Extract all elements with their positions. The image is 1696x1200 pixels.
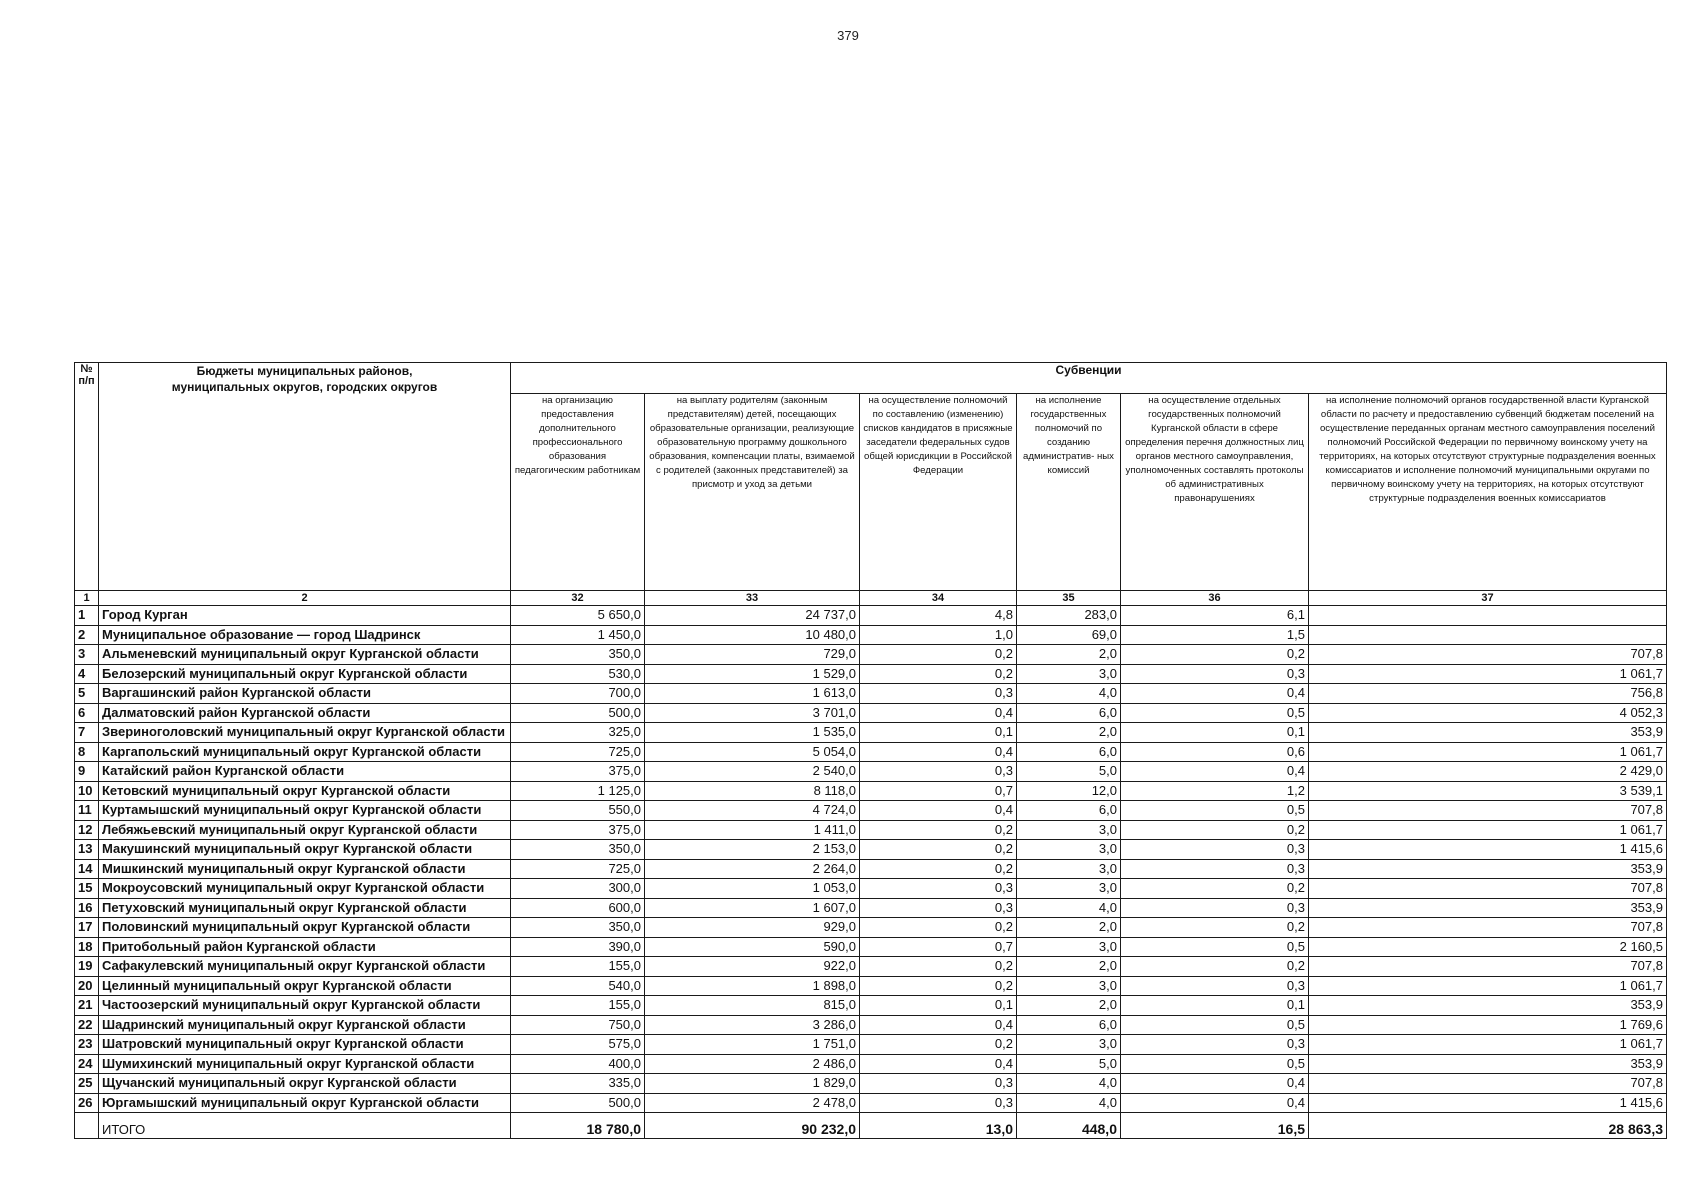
municipality-name: Шумихинский муниципальный округ Курганской области <box>99 1054 511 1074</box>
table-row <box>75 762 1667 782</box>
subvention-value: 353,9 <box>1309 859 1667 879</box>
municipality-name: Далматовский район Курганской области <box>99 703 511 723</box>
subvention-value: 390,0 <box>511 937 645 957</box>
subvention-value: 707,8 <box>1309 801 1667 821</box>
header-col-35: на исполнение государственных полномочий по созданию административ- ных комиссий <box>1017 394 1121 591</box>
subvention-value: 2,0 <box>1017 723 1121 743</box>
subvention-value: 3,0 <box>1017 976 1121 996</box>
subvention-value: 707,8 <box>1309 645 1667 665</box>
table-row <box>75 625 1667 645</box>
subvention-value: 707,8 <box>1309 957 1667 977</box>
total-value: 18 780,0 <box>511 1113 645 1139</box>
table-row <box>75 840 1667 860</box>
row-index: 12 <box>75 820 99 840</box>
row-index: 13 <box>75 840 99 860</box>
municipality-name: Куртамышский муниципальный округ Курганской области <box>99 801 511 821</box>
municipality-name: Макушинский муниципальный округ Курганской области <box>99 840 511 860</box>
subvention-value: 1 450,0 <box>511 625 645 645</box>
table-row <box>75 957 1667 977</box>
subvention-value: 350,0 <box>511 918 645 938</box>
header-number: № п/п <box>75 363 99 591</box>
total-value: 90 232,0 <box>645 1113 860 1139</box>
column-number: 32 <box>511 591 645 606</box>
subvention-value: 353,9 <box>1309 996 1667 1016</box>
row-index: 23 <box>75 1035 99 1055</box>
table-row <box>75 703 1667 723</box>
subvention-value: 1 053,0 <box>645 879 860 899</box>
municipality-name: Катайский район Курганской области <box>99 762 511 782</box>
row-index: 10 <box>75 781 99 801</box>
subvention-value: 400,0 <box>511 1054 645 1074</box>
total-row <box>75 1113 1667 1139</box>
header-col-32: на организацию предоставления дополнительного профессионального образования педагогическим работникам <box>511 394 645 591</box>
row-index: 14 <box>75 859 99 879</box>
subvention-value: 1 829,0 <box>645 1074 860 1094</box>
table-row <box>75 1074 1667 1094</box>
row-index: 19 <box>75 957 99 977</box>
subvention-value: 815,0 <box>645 996 860 1016</box>
subvention-value: 353,9 <box>1309 898 1667 918</box>
row-index: 26 <box>75 1093 99 1113</box>
subvention-value: 0,4 <box>860 1054 1017 1074</box>
row-index: 11 <box>75 801 99 821</box>
subvention-value: 6,0 <box>1017 1015 1121 1035</box>
table-row <box>75 918 1667 938</box>
subvention-value: 0,1 <box>860 723 1017 743</box>
column-number: 35 <box>1017 591 1121 606</box>
subvention-value: 0,2 <box>860 918 1017 938</box>
row-index: 7 <box>75 723 99 743</box>
subvention-value: 0,4 <box>860 742 1017 762</box>
subvention-value: 0,3 <box>860 762 1017 782</box>
subvention-value: 0,3 <box>1121 1035 1309 1055</box>
subvention-value: 600,0 <box>511 898 645 918</box>
column-number: 36 <box>1121 591 1309 606</box>
subvention-value: 0,4 <box>860 801 1017 821</box>
subvention-value: 0,2 <box>860 840 1017 860</box>
subvention-value: 0,3 <box>1121 840 1309 860</box>
table-row <box>75 742 1667 762</box>
table-row <box>75 859 1667 879</box>
subvention-value: 4 052,3 <box>1309 703 1667 723</box>
page-number: 379 <box>837 28 859 43</box>
header-budget-name: Бюджеты муниципальных районов, муниципальных округов, городских округов <box>99 363 511 591</box>
subvention-value: 350,0 <box>511 840 645 860</box>
subvention-value: 1 898,0 <box>645 976 860 996</box>
subvention-value: 6,1 <box>1121 606 1309 626</box>
subvention-value: 0,3 <box>1121 859 1309 879</box>
subvention-value: 300,0 <box>511 879 645 899</box>
municipality-name: Белозерский муниципальный округ Курганской области <box>99 664 511 684</box>
table-row <box>75 606 1667 626</box>
row-index: 18 <box>75 937 99 957</box>
subvention-value: 2,0 <box>1017 918 1121 938</box>
subvention-value: 375,0 <box>511 762 645 782</box>
subvention-value: 5 650,0 <box>511 606 645 626</box>
subvention-value: 1 607,0 <box>645 898 860 918</box>
total-label: ИТОГО <box>99 1113 511 1139</box>
subvention-value: 1 411,0 <box>645 820 860 840</box>
column-number: 2 <box>99 591 511 606</box>
subvention-value: 155,0 <box>511 996 645 1016</box>
row-index: 2 <box>75 625 99 645</box>
subvention-value: 0,1 <box>1121 996 1309 1016</box>
municipality-name: Петуховский муниципальный округ Курганской области <box>99 898 511 918</box>
subvention-value: 0,5 <box>1121 801 1309 821</box>
subvention-value: 4,0 <box>1017 898 1121 918</box>
municipality-name: Звериноголовский муниципальный округ Курганской области <box>99 723 511 743</box>
total-value: 13,0 <box>860 1113 1017 1139</box>
subvention-value: 0,3 <box>860 1074 1017 1094</box>
subvention-value: 0,2 <box>860 976 1017 996</box>
municipality-name: Кетовский муниципальный округ Курганской области <box>99 781 511 801</box>
row-index: 8 <box>75 742 99 762</box>
subvention-value: 2 264,0 <box>645 859 860 879</box>
table-row <box>75 645 1667 665</box>
subvention-value: 1,0 <box>860 625 1017 645</box>
column-number: 34 <box>860 591 1017 606</box>
subvention-value: 3,0 <box>1017 937 1121 957</box>
subvention-value: 1 769,6 <box>1309 1015 1667 1035</box>
subvention-value: 5 054,0 <box>645 742 860 762</box>
subvention-value: 8 118,0 <box>645 781 860 801</box>
municipality-name: Каргапольский муниципальный округ Курганской области <box>99 742 511 762</box>
subvention-value: 6,0 <box>1017 801 1121 821</box>
subvention-value: 0,4 <box>1121 1093 1309 1113</box>
subvention-value: 353,9 <box>1309 723 1667 743</box>
subvention-value: 1 061,7 <box>1309 976 1667 996</box>
table-row <box>75 1035 1667 1055</box>
subvention-value: 0,2 <box>860 820 1017 840</box>
subvention-value: 0,4 <box>1121 684 1309 704</box>
subvention-value: 2 153,0 <box>645 840 860 860</box>
subvention-value <box>1309 606 1667 626</box>
subvention-value: 700,0 <box>511 684 645 704</box>
table-row <box>75 723 1667 743</box>
subvention-value: 6,0 <box>1017 703 1121 723</box>
municipality-name: Юргамышский муниципальный округ Курганской области <box>99 1093 511 1113</box>
header-col-33: на выплату родителям (законным представителям) детей, посещающих образовательные организации, реализующие образовательную программу дошкольного образования, компенсации платы, взимаемой с родителей (законных представителей) за присмотр и уход за детьми <box>645 394 860 591</box>
subvention-value: 1 613,0 <box>645 684 860 704</box>
row-index: 16 <box>75 898 99 918</box>
row-index: 3 <box>75 645 99 665</box>
row-index: 1 <box>75 606 99 626</box>
municipality-name: Альменевский муниципальный округ Курганской области <box>99 645 511 665</box>
municipality-name: Притобольный район Курганской области <box>99 937 511 957</box>
row-index: 9 <box>75 762 99 782</box>
table-row <box>75 879 1667 899</box>
table-row <box>75 781 1667 801</box>
municipality-name: Муниципальное образование — город Шадринск <box>99 625 511 645</box>
subvention-value: 375,0 <box>511 820 645 840</box>
column-number: 37 <box>1309 591 1667 606</box>
subvention-value: 707,8 <box>1309 918 1667 938</box>
header-subventions: Субвенции <box>511 363 1667 394</box>
subvention-value: 3 701,0 <box>645 703 860 723</box>
municipality-name: Целинный муниципальный округ Курганской области <box>99 976 511 996</box>
municipality-name: Шадринский муниципальный округ Курганской области <box>99 1015 511 1035</box>
subvention-value: 5,0 <box>1017 1054 1121 1074</box>
row-index: 15 <box>75 879 99 899</box>
subvention-value: 0,4 <box>1121 1074 1309 1094</box>
subvention-value: 69,0 <box>1017 625 1121 645</box>
subvention-value: 0,5 <box>1121 1015 1309 1035</box>
subvention-value: 0,3 <box>1121 898 1309 918</box>
subvention-value: 4 724,0 <box>645 801 860 821</box>
total-value: 16,5 <box>1121 1113 1309 1139</box>
subvention-value: 0,2 <box>860 859 1017 879</box>
subvention-value: 1 061,7 <box>1309 664 1667 684</box>
subvention-value: 12,0 <box>1017 781 1121 801</box>
municipality-name: Шатровский муниципальный округ Курганской области <box>99 1035 511 1055</box>
subvention-value: 0,7 <box>860 781 1017 801</box>
subvention-value: 325,0 <box>511 723 645 743</box>
total-value: 448,0 <box>1017 1113 1121 1139</box>
row-index: 6 <box>75 703 99 723</box>
subvention-value: 1 061,7 <box>1309 742 1667 762</box>
subvention-value: 0,3 <box>860 879 1017 899</box>
subvention-value: 3,0 <box>1017 820 1121 840</box>
subvention-value: 2 540,0 <box>645 762 860 782</box>
subvention-value: 0,2 <box>860 1035 1017 1055</box>
subvention-value: 0,7 <box>860 937 1017 957</box>
subvention-value: 530,0 <box>511 664 645 684</box>
table-row <box>75 820 1667 840</box>
row-index: 5 <box>75 684 99 704</box>
subvention-value: 3,0 <box>1017 840 1121 860</box>
municipality-name: Щучанский муниципальный округ Курганской области <box>99 1074 511 1094</box>
subvention-value: 0,2 <box>1121 820 1309 840</box>
table-row <box>75 937 1667 957</box>
subvention-value: 540,0 <box>511 976 645 996</box>
subvention-value: 4,0 <box>1017 1093 1121 1113</box>
table-row <box>75 1093 1667 1113</box>
subvention-value: 0,2 <box>860 664 1017 684</box>
subvention-value: 3 539,1 <box>1309 781 1667 801</box>
municipality-name: Город Курган <box>99 606 511 626</box>
subvention-value: 0,3 <box>860 1093 1017 1113</box>
subvention-value: 24 737,0 <box>645 606 860 626</box>
subvention-value: 0,5 <box>1121 1054 1309 1074</box>
subvention-value: 1 415,6 <box>1309 1093 1667 1113</box>
subvention-value: 2,0 <box>1017 957 1121 977</box>
subvention-value: 4,0 <box>1017 684 1121 704</box>
subvention-value: 4,0 <box>1017 1074 1121 1094</box>
row-index: 4 <box>75 664 99 684</box>
municipality-name: Мокроусовский муниципальный округ Курганской области <box>99 879 511 899</box>
header-col-36: на осуществление отдельных государственных полномочий Курганской области в сфере определения перечня должностных лиц органов местного самоуправления, уполномоченных составлять протоколы об административных правонарушениях <box>1121 394 1309 591</box>
subvention-value: 0,4 <box>860 703 1017 723</box>
subvention-value: 0,5 <box>1121 703 1309 723</box>
subvention-value: 283,0 <box>1017 606 1121 626</box>
municipality-name: Частоозерский муниципальный округ Курганской области <box>99 996 511 1016</box>
municipality-name: Лебяжьевский муниципальный округ Курганской области <box>99 820 511 840</box>
subvention-value: 5,0 <box>1017 762 1121 782</box>
row-index: 20 <box>75 976 99 996</box>
subvention-value: 0,4 <box>1121 762 1309 782</box>
subvention-value: 750,0 <box>511 1015 645 1035</box>
subvention-value: 0,6 <box>1121 742 1309 762</box>
subvention-value: 756,8 <box>1309 684 1667 704</box>
subvention-value: 707,8 <box>1309 879 1667 899</box>
subvention-value: 1 415,6 <box>1309 840 1667 860</box>
column-number: 1 <box>75 591 99 606</box>
subvention-value: 0,2 <box>860 645 1017 665</box>
table-row <box>75 801 1667 821</box>
subvention-value <box>1309 625 1667 645</box>
subvention-value: 922,0 <box>645 957 860 977</box>
subvention-value: 1 535,0 <box>645 723 860 743</box>
subvention-value: 1 061,7 <box>1309 1035 1667 1055</box>
subvention-value: 1 529,0 <box>645 664 860 684</box>
subvention-value: 10 480,0 <box>645 625 860 645</box>
row-index: 21 <box>75 996 99 1016</box>
subvention-value: 1 125,0 <box>511 781 645 801</box>
municipality-name: Варгашинский район Курганской области <box>99 684 511 704</box>
subvention-value: 729,0 <box>645 645 860 665</box>
subvention-value: 0,1 <box>1121 723 1309 743</box>
subvention-value: 3 286,0 <box>645 1015 860 1035</box>
subvention-value: 1 751,0 <box>645 1035 860 1055</box>
subvention-value: 2 429,0 <box>1309 762 1667 782</box>
row-index: 22 <box>75 1015 99 1035</box>
subvention-value: 4,8 <box>860 606 1017 626</box>
subvention-value: 3,0 <box>1017 879 1121 899</box>
subvention-value: 3,0 <box>1017 1035 1121 1055</box>
subvention-value: 500,0 <box>511 703 645 723</box>
table-row <box>75 976 1667 996</box>
subvention-value: 0,2 <box>1121 957 1309 977</box>
subvention-value: 353,9 <box>1309 1054 1667 1074</box>
subvention-value: 3,0 <box>1017 859 1121 879</box>
subvention-value: 2 478,0 <box>645 1093 860 1113</box>
subvention-value: 0,2 <box>1121 879 1309 899</box>
subvention-value: 550,0 <box>511 801 645 821</box>
municipality-name: Сафакулевский муниципальный округ Курганской области <box>99 957 511 977</box>
municipality-name: Половинский муниципальный округ Курганской области <box>99 918 511 938</box>
table-row <box>75 1015 1667 1035</box>
subvention-value: 0,4 <box>860 1015 1017 1035</box>
subvention-value: 0,3 <box>860 684 1017 704</box>
total-value: 28 863,3 <box>1309 1113 1667 1139</box>
subvention-value: 1,2 <box>1121 781 1309 801</box>
table-row <box>75 1054 1667 1074</box>
subvention-value: 155,0 <box>511 957 645 977</box>
subvention-value: 590,0 <box>645 937 860 957</box>
subvention-value: 0,5 <box>1121 937 1309 957</box>
subventions-table <box>74 362 1667 1139</box>
total-index <box>75 1113 99 1139</box>
subvention-value: 575,0 <box>511 1035 645 1055</box>
table-row <box>75 684 1667 704</box>
subvention-value: 707,8 <box>1309 1074 1667 1094</box>
subvention-value: 350,0 <box>511 645 645 665</box>
subvention-value: 0,3 <box>860 898 1017 918</box>
municipality-name: Мишкинский муниципальный округ Курганской области <box>99 859 511 879</box>
subvention-value: 335,0 <box>511 1074 645 1094</box>
subvention-value: 0,2 <box>860 957 1017 977</box>
header-col-37: на исполнение полномочий органов государственной власти Курганской области по расчету и предоставлению субвенций бюджетам поселений на осуществление переданных органам местного самоуправления поселений полномочий Российской Федерации по первичному воинскому учету на территориях, на которых отсутствуют структурные подразделения военных комиссариатов и исполнение полномочий муниципальными округами по первичному воинскому учету на территориях, на которых отсутствуют структурные подразделения военных комиссариатов <box>1309 394 1667 591</box>
subvention-value: 2 486,0 <box>645 1054 860 1074</box>
subvention-value: 0,1 <box>860 996 1017 1016</box>
table-body <box>75 606 1667 1113</box>
table-row <box>75 664 1667 684</box>
subvention-value: 2,0 <box>1017 996 1121 1016</box>
subvention-value: 0,2 <box>1121 918 1309 938</box>
table-row <box>75 996 1667 1016</box>
row-index: 25 <box>75 1074 99 1094</box>
row-index: 24 <box>75 1054 99 1074</box>
subvention-value: 1 061,7 <box>1309 820 1667 840</box>
column-number: 33 <box>645 591 860 606</box>
subvention-value: 725,0 <box>511 742 645 762</box>
subvention-value: 929,0 <box>645 918 860 938</box>
subvention-value: 1,5 <box>1121 625 1309 645</box>
header-col-34: на осуществление полномочий по составлению (изменению) списков кандидатов в присяжные заседатели федеральных судов общей юрисдикции в Российской Федерации <box>860 394 1017 591</box>
subvention-value: 2,0 <box>1017 645 1121 665</box>
table-row <box>75 898 1667 918</box>
subvention-value: 0,2 <box>1121 645 1309 665</box>
subvention-value: 0,3 <box>1121 664 1309 684</box>
subvention-value: 0,3 <box>1121 976 1309 996</box>
subvention-value: 500,0 <box>511 1093 645 1113</box>
row-index: 17 <box>75 918 99 938</box>
subvention-value: 2 160,5 <box>1309 937 1667 957</box>
subvention-value: 3,0 <box>1017 664 1121 684</box>
subvention-value: 725,0 <box>511 859 645 879</box>
subvention-value: 6,0 <box>1017 742 1121 762</box>
